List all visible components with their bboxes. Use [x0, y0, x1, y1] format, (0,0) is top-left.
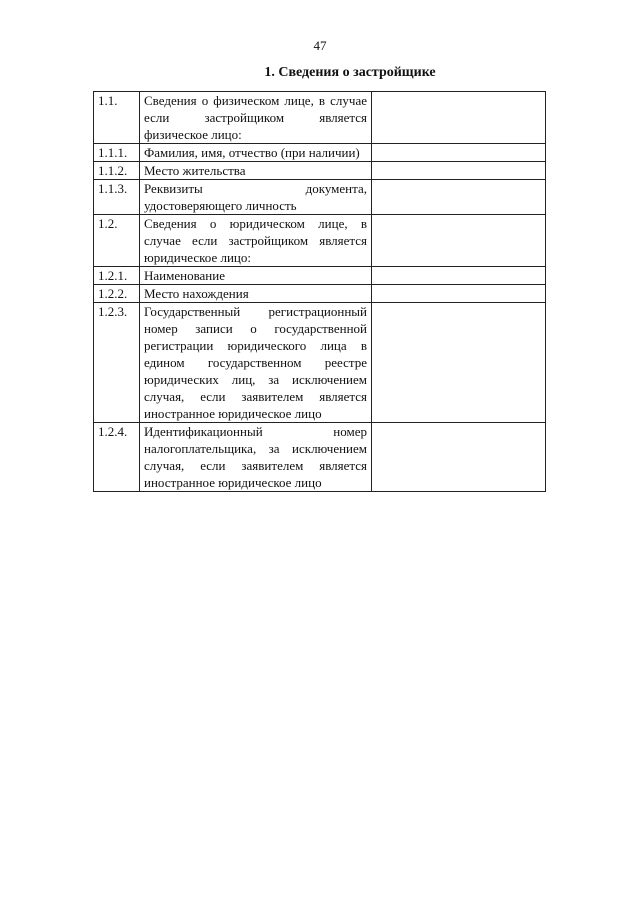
developer-info-table: [93, 91, 546, 492]
row-number: 1.1.3.: [94, 180, 140, 215]
row-label: Идентификационный номер налогоплательщика, за исключением случая, если заявителем является иностранное юридическое лицо: [140, 423, 372, 492]
row-label: Сведения о юридическом лице, в случае если застройщиком является юридическое лицо:: [140, 215, 372, 267]
row-number: 1.2.4.: [94, 423, 140, 492]
page-number: 47: [313, 38, 327, 53]
row-value-field[interactable]: [372, 180, 546, 215]
row-value-field[interactable]: [372, 303, 546, 423]
table-row: [94, 423, 546, 492]
row-number: 1.2.1.: [94, 267, 140, 285]
row-label: Сведения о физическом лице, в случае если застройщиком является физическое лицо:: [140, 92, 372, 144]
row-label: Фамилия, имя, отчество (при наличии): [140, 144, 372, 162]
row-number: 1.1.: [94, 92, 140, 144]
row-value-field[interactable]: [372, 215, 546, 267]
row-value-field[interactable]: [372, 423, 546, 492]
table-row: [94, 92, 546, 144]
table-row: [94, 215, 546, 267]
row-value-field[interactable]: [372, 92, 546, 144]
table-row: [94, 267, 546, 285]
row-label: Государственный регистрационный номер записи о государственной регистрации юридического лица в едином государственном реестре юридических лиц, за исключением случая, если заявителем является иностранное юридическое лицо: [140, 303, 372, 423]
row-label: Реквизиты документа, удостоверяющего личность: [140, 180, 372, 215]
table-row: [94, 303, 546, 423]
row-number: 1.2.: [94, 215, 140, 267]
row-value-field[interactable]: [372, 144, 546, 162]
row-number: 1.2.3.: [94, 303, 140, 423]
table-row: [94, 144, 546, 162]
row-label: Наименование: [140, 267, 372, 285]
table-row: [94, 285, 546, 303]
row-value-field[interactable]: [372, 162, 546, 180]
row-number: 1.2.2.: [94, 285, 140, 303]
section-title: 1. Сведения о застройщике: [264, 65, 436, 80]
row-label: Место нахождения: [140, 285, 372, 303]
row-value-field[interactable]: [372, 267, 546, 285]
row-number: 1.1.2.: [94, 162, 140, 180]
row-value-field[interactable]: [372, 285, 546, 303]
row-number: 1.1.1.: [94, 144, 140, 162]
table-row: [94, 180, 546, 215]
row-label: Место жительства: [140, 162, 372, 180]
table-row: [94, 162, 546, 180]
